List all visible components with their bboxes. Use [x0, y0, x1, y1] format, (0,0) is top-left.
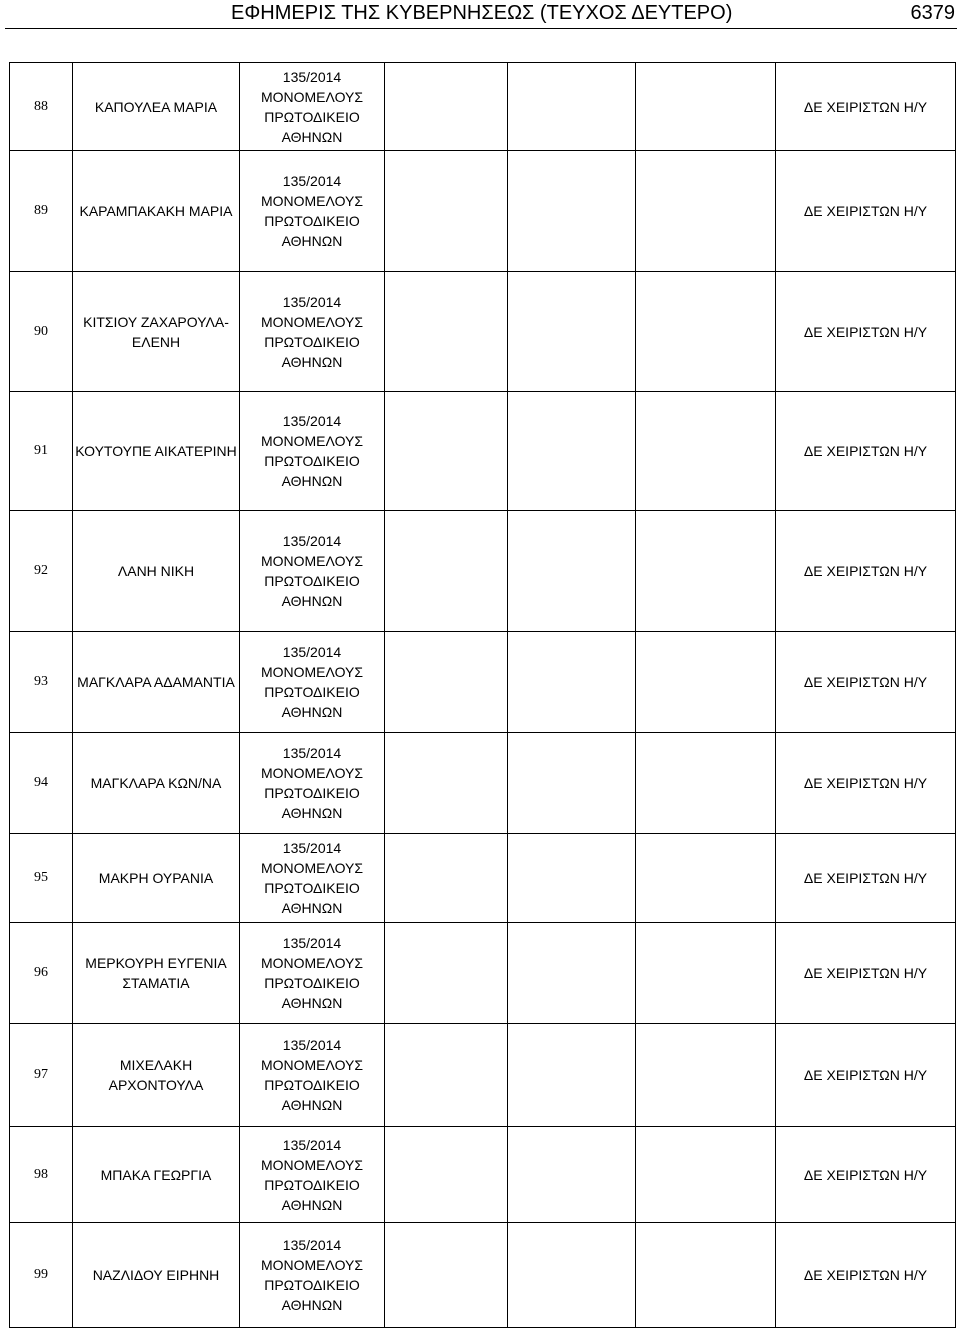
empty-cell: [508, 392, 636, 511]
empty-cell: [508, 1127, 636, 1223]
empty-cell: [508, 63, 636, 151]
decision-line: ΠΡΩΤΟΔΙΚΕΙΟ: [264, 213, 360, 229]
court-decision-cell: [240, 392, 385, 511]
empty-cell: [508, 834, 636, 923]
court-decision-cell: [240, 1024, 385, 1127]
decision-line: ΑΘΗΝΩΝ: [281, 900, 343, 916]
employee-name-cell: ΜΑΓΚΛΑΡΑ ΚΩΝ/ΝΑ: [73, 733, 240, 834]
specialty-cell: ΔΕ ΧΕΙΡΙΣΤΩΝ Η/Υ: [776, 632, 956, 733]
decision-line: 135/2014: [282, 1237, 342, 1253]
empty-cell: [508, 511, 636, 632]
row-number-cell: 88: [10, 63, 73, 151]
decision-line: ΠΡΩΤΟΔΙΚΕΙΟ: [264, 453, 360, 469]
decision-line: ΜΟΝΟΜΕΛΟΥΣ: [260, 955, 364, 971]
table-row: [10, 923, 956, 1024]
empty-cell: [385, 1024, 508, 1127]
decision-line: ΜΟΝΟΜΕΛΟΥΣ: [260, 193, 364, 209]
court-decision-cell: [240, 511, 385, 632]
specialty-cell: ΔΕ ΧΕΙΡΙΣΤΩΝ Η/Υ: [776, 834, 956, 923]
table-row: [10, 1223, 956, 1328]
employee-name-cell: ΜΕΡΚΟΥΡΗ ΕΥΓΕΝΙΑ ΣΤΑΜΑΤΙΑ: [73, 923, 240, 1024]
empty-cell: [636, 151, 776, 272]
empty-cell: [508, 733, 636, 834]
specialty-cell: ΔΕ ΧΕΙΡΙΣΤΩΝ Η/Υ: [776, 272, 956, 392]
decision-line: 135/2014: [282, 68, 342, 85]
row-number-cell: 98: [10, 1127, 73, 1223]
decision-line: ΠΡΩΤΟΔΙΚΕΙΟ: [264, 785, 360, 801]
employee-name-cell: ΚΟΥΤΟΥΠΕ ΑΙΚΑΤΕΡΙΝΗ: [73, 392, 240, 511]
decision-line: 135/2014: [282, 1136, 342, 1153]
employee-table: [9, 62, 956, 1328]
employee-name-cell: ΛΑΝΗ ΝΙΚΗ: [73, 511, 240, 632]
empty-cell: [636, 1024, 776, 1127]
decision-line: ΠΡΩΤΟΔΙΚΕΙΟ: [264, 333, 360, 350]
specialty-cell: ΔΕ ΧΕΙΡΙΣΤΩΝ Η/Υ: [776, 733, 956, 834]
specialty-cell: ΔΕ ΧΕΙΡΙΣΤΩΝ Η/Υ: [776, 1127, 956, 1223]
specialty-cell: ΔΕ ΧΕΙΡΙΣΤΩΝ Η/Υ: [776, 151, 956, 272]
empty-cell: [636, 733, 776, 834]
decision-line: ΠΡΩΤΟΔΙΚΕΙΟ: [264, 1077, 360, 1093]
employee-name-cell: ΝΑΖΛΙΔΟΥ ΕΙΡΗΝΗ: [73, 1223, 240, 1328]
decision-line: ΜΟΝΟΜΕΛΟΥΣ: [260, 313, 364, 330]
table-row: [10, 272, 956, 392]
decision-line: ΜΟΝΟΜΕΛΟΥΣ: [260, 1057, 364, 1073]
table-row: [10, 1127, 956, 1223]
decision-line: ΑΘΗΝΩΝ: [281, 704, 343, 720]
empty-cell: [636, 1127, 776, 1223]
decision-line: ΠΡΩΤΟΔΙΚΕΙΟ: [264, 108, 360, 125]
empty-cell: [385, 1223, 508, 1328]
court-decision-cell: [240, 63, 385, 151]
employee-name-cell: ΚΙΤΣΙΟΥ ΖΑΧΑΡΟΥΛΑ-ΕΛΕΝΗ: [73, 272, 240, 392]
table-row: [10, 834, 956, 923]
row-number-cell: 99: [10, 1223, 73, 1328]
specialty-cell: ΔΕ ΧΕΙΡΙΣΤΩΝ Η/Υ: [776, 392, 956, 511]
decision-line: ΜΟΝΟΜΕΛΟΥΣ: [260, 860, 364, 876]
decision-line: ΠΡΩΤΟΔΙΚΕΙΟ: [264, 684, 360, 700]
employee-name-cell: ΜΙΧΕΛΑΚΗ ΑΡΧΟΝΤΟΥΛΑ: [73, 1024, 240, 1127]
specialty-cell: ΔΕ ΧΕΙΡΙΣΤΩΝ Η/Υ: [776, 923, 956, 1024]
empty-cell: [385, 632, 508, 733]
empty-cell: [508, 923, 636, 1024]
decision-line: ΑΘΗΝΩΝ: [281, 473, 343, 489]
decision-line: 135/2014: [282, 293, 342, 310]
table-row: [10, 392, 956, 511]
decision-line: 135/2014: [282, 935, 342, 951]
row-number-cell: 90: [10, 272, 73, 392]
empty-cell: [508, 1024, 636, 1127]
decision-line: ΑΘΗΝΩΝ: [281, 805, 343, 821]
employee-name-cell: ΜΑΚΡΗ ΟΥΡΑΝΙΑ: [73, 834, 240, 923]
decision-line: ΑΘΗΝΩΝ: [281, 593, 343, 609]
empty-cell: [636, 272, 776, 392]
empty-cell: [636, 834, 776, 923]
empty-cell: [385, 1127, 508, 1223]
decision-line: ΠΡΩΤΟΔΙΚΕΙΟ: [264, 1277, 360, 1293]
decision-line: ΜΟΝΟΜΕΛΟΥΣ: [260, 88, 364, 105]
empty-cell: [508, 1223, 636, 1328]
table-row: [10, 1024, 956, 1127]
employee-name-cell: ΚΑΡΑΜΠΑΚΑΚΗ ΜΑΡΙΑ: [73, 151, 240, 272]
row-number-cell: 89: [10, 151, 73, 272]
table-row: [10, 63, 956, 151]
decision-line: 135/2014: [282, 413, 342, 429]
decision-line: ΑΘΗΝΩΝ: [281, 1196, 343, 1213]
decision-line: ΑΘΗΝΩΝ: [281, 353, 343, 370]
empty-cell: [385, 63, 508, 151]
empty-cell: [385, 272, 508, 392]
specialty-cell: ΔΕ ΧΕΙΡΙΣΤΩΝ Η/Υ: [776, 63, 956, 151]
page-header: [0, 0, 960, 30]
row-number-cell: 93: [10, 632, 73, 733]
decision-line: ΜΟΝΟΜΕΛΟΥΣ: [260, 553, 364, 569]
table-row: [10, 632, 956, 733]
decision-line: 135/2014: [282, 745, 342, 761]
decision-line: 135/2014: [282, 1037, 342, 1053]
decision-line: ΠΡΩΤΟΔΙΚΕΙΟ: [264, 975, 360, 991]
empty-cell: [636, 923, 776, 1024]
decision-line: ΑΘΗΝΩΝ: [281, 128, 343, 145]
empty-cell: [385, 923, 508, 1024]
decision-line: 135/2014: [282, 173, 342, 189]
empty-cell: [385, 511, 508, 632]
decision-line: ΑΘΗΝΩΝ: [281, 1097, 343, 1113]
row-number-cell: 96: [10, 923, 73, 1024]
empty-cell: [385, 151, 508, 272]
empty-cell: [508, 272, 636, 392]
table-body: [10, 63, 956, 1328]
court-decision-cell: [240, 632, 385, 733]
row-number-cell: 95: [10, 834, 73, 923]
gazette-title: ΕΦΗΜΕΡΙΣ ΤΗΣ ΚΥΒΕΡΝΗΣΕΩΣ (ΤΕΥΧΟΣ ΔΕΥΤΕΡΟ): [231, 2, 733, 24]
court-decision-cell: [240, 923, 385, 1024]
empty-cell: [508, 151, 636, 272]
row-number-cell: 94: [10, 733, 73, 834]
decision-line: 135/2014: [282, 840, 342, 856]
court-decision-cell: [240, 733, 385, 834]
empty-cell: [636, 632, 776, 733]
specialty-cell: ΔΕ ΧΕΙΡΙΣΤΩΝ Η/Υ: [776, 1024, 956, 1127]
court-decision-cell: [240, 151, 385, 272]
decision-line: ΜΟΝΟΜΕΛΟΥΣ: [260, 664, 364, 680]
row-number-cell: 91: [10, 392, 73, 511]
decision-line: 135/2014: [282, 533, 342, 549]
table-row: [10, 511, 956, 632]
empty-cell: [636, 1223, 776, 1328]
decision-line: ΜΟΝΟΜΕΛΟΥΣ: [260, 1257, 364, 1273]
decision-line: ΠΡΩΤΟΔΙΚΕΙΟ: [264, 880, 360, 896]
decision-line: ΑΘΗΝΩΝ: [281, 233, 343, 249]
specialty-cell: ΔΕ ΧΕΙΡΙΣΤΩΝ Η/Υ: [776, 511, 956, 632]
court-decision-cell: [240, 1127, 385, 1223]
empty-cell: [636, 511, 776, 632]
decision-line: ΠΡΩΤΟΔΙΚΕΙΟ: [264, 573, 360, 589]
page-number: 6379: [910, 2, 955, 24]
court-decision-cell: [240, 834, 385, 923]
table-row: [10, 733, 956, 834]
empty-cell: [385, 733, 508, 834]
empty-cell: [385, 392, 508, 511]
decision-line: 135/2014: [282, 644, 342, 660]
employee-name-cell: ΜΑΓΚΛΑΡΑ ΑΔΑΜΑΝΤΙΑ: [73, 632, 240, 733]
decision-line: ΜΟΝΟΜΕΛΟΥΣ: [260, 1156, 364, 1173]
row-number-cell: 92: [10, 511, 73, 632]
empty-cell: [385, 834, 508, 923]
decision-line: ΜΟΝΟΜΕΛΟΥΣ: [260, 433, 364, 449]
decision-line: ΑΘΗΝΩΝ: [281, 1297, 343, 1313]
empty-cell: [636, 63, 776, 151]
court-decision-cell: [240, 272, 385, 392]
decision-line: ΠΡΩΤΟΔΙΚΕΙΟ: [264, 1176, 360, 1193]
header-rule: [5, 28, 957, 29]
empty-cell: [508, 632, 636, 733]
decision-line: ΑΘΗΝΩΝ: [281, 995, 343, 1011]
empty-cell: [636, 392, 776, 511]
decision-line: ΜΟΝΟΜΕΛΟΥΣ: [260, 765, 364, 781]
court-decision-cell: [240, 1223, 385, 1328]
specialty-cell: ΔΕ ΧΕΙΡΙΣΤΩΝ Η/Υ: [776, 1223, 956, 1328]
table-row: [10, 151, 956, 272]
row-number-cell: 97: [10, 1024, 73, 1127]
employee-name-cell: ΚΑΠΟΥΛΕΑ ΜΑΡΙΑ: [73, 63, 240, 151]
employee-name-cell: ΜΠΑΚΑ ΓΕΩΡΓΙΑ: [73, 1127, 240, 1223]
